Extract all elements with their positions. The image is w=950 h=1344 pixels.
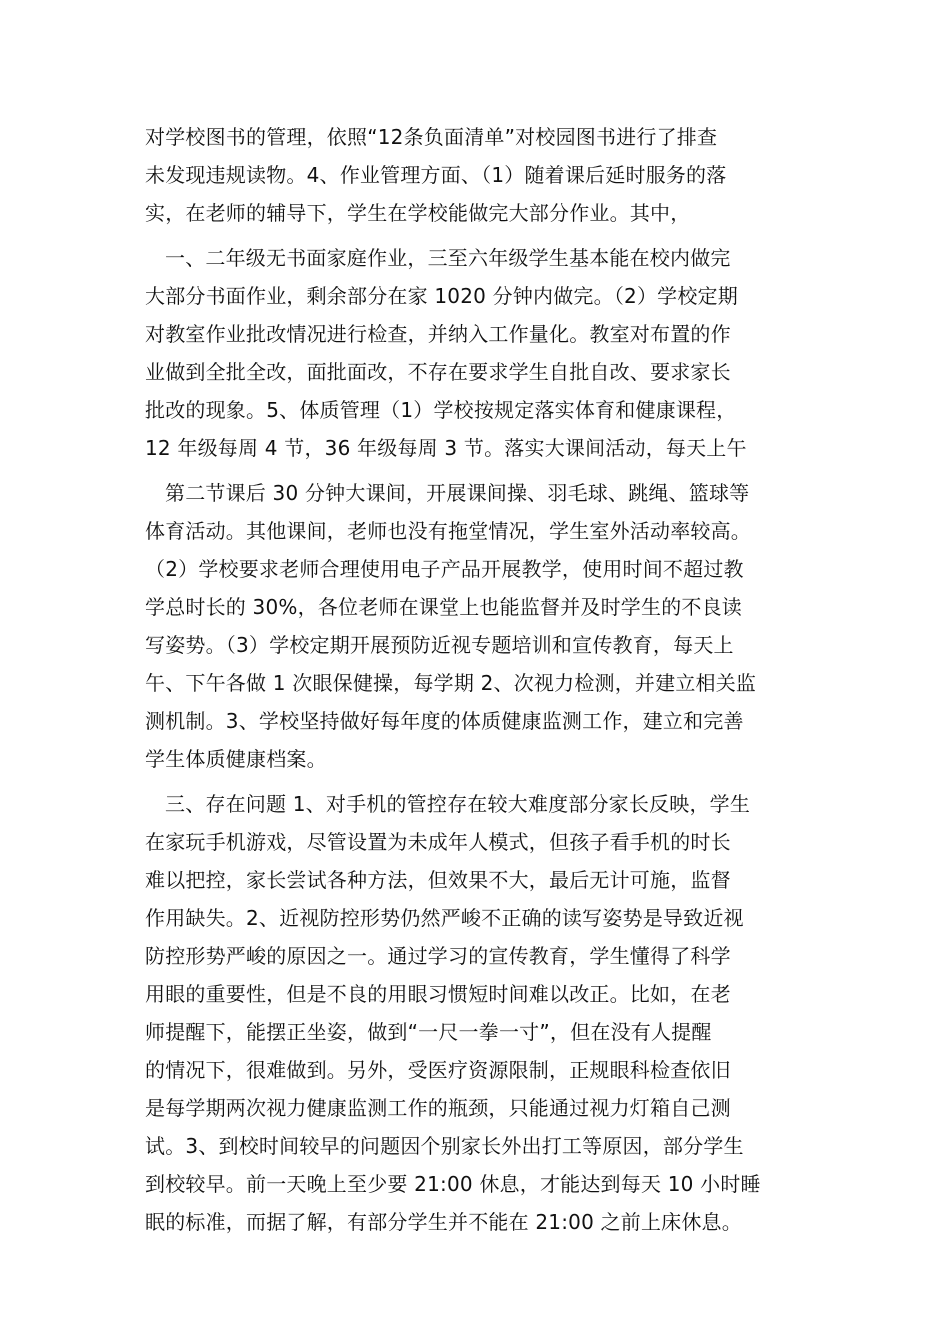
text-line: 学总时长的 30%，各位老师在课堂上也能监督并及时学生的不良读 xyxy=(145,595,743,619)
text-line: 难以把控，家长尝试各种方法，但效果不大，最后无计可施，监督 xyxy=(145,868,731,892)
text-line: 试。3、到校时间较早的问题因个别家长外出打工等原因，部分学生 xyxy=(145,1134,744,1158)
text-line: 眠的标准，而据了解，有部分学生并不能在 21:00 之前上床休息。 xyxy=(145,1210,742,1234)
text-line: 测机制。3、学校坚持做好每年度的体质健康监测工作，建立和完善 xyxy=(145,709,744,733)
text-line: （2）学校要求老师合理使用电子产品开展教学，使用时间不超过教 xyxy=(145,557,744,581)
document-body xyxy=(145,118,825,1241)
text-line: 作用缺失。2、近视防控形势仍然严峻不正确的读写姿势是导致近视 xyxy=(145,906,744,930)
text-line: 学生体质健康档案。 xyxy=(145,747,327,771)
text-line: 第二节课后 30 分钟大课间，开展课间操、羽毛球、跳绳、篮球等 xyxy=(165,481,750,505)
text-line: 对教室作业批改情况进行检查，并纳入工作量化。教室对布置的作 xyxy=(145,322,731,346)
text-line: 防控形势严峻的原因之一。通过学习的宣传教育，学生懂得了科学 xyxy=(145,944,731,968)
text-line: 一、二年级无书面家庭作业，三至六年级学生基本能在校内做完 xyxy=(165,246,731,270)
text-line: 师提醒下，能摆正坐姿，做到“一尺一拳一寸”，但在没有人提醒 xyxy=(145,1020,712,1044)
text-line: 批改的现象。5、体质管理（1）学校按规定落实体育和健康课程， xyxy=(145,398,737,422)
text-line: 是每学期两次视力健康监测工作的瓶颈，只能通过视力灯箱自己测 xyxy=(145,1096,731,1120)
text-line: 体育活动。其他课间，老师也没有拖堂情况，学生室外活动率较高。 xyxy=(145,519,751,543)
text-line: 大部分书面作业，剩余部分在家 1020 分钟内做完。（2）学校定期 xyxy=(145,284,738,308)
text-line: 12 年级每周 4 节，36 年级每周 3 节。落实大课间活动，每天上午 xyxy=(145,436,747,460)
text-line: 未发现违规读物。4、作业管理方面、（1）随着课后延时服务的落 xyxy=(145,163,727,187)
text-line: 三、存在问题 1、对手机的管控存在较大难度部分家长反映，学生 xyxy=(165,792,751,816)
text-line: 实，在老师的辅导下，学生在学校能做完大部分作业。其中， xyxy=(145,201,691,225)
text-line: 到校较早。前一天晚上至少要 21:00 休息，才能达到每天 10 小时睡 xyxy=(145,1172,761,1196)
text-line: 业做到全批全改，面批面改，不存在要求学生自批自改、要求家长 xyxy=(145,360,731,384)
text-line: 用眼的重要性，但是不良的用眼习惯短时间难以改正。比如，在老 xyxy=(145,982,731,1006)
text-line: 写姿势。（3）学校定期开展预防近视专题培训和宣传教育，每天上 xyxy=(145,633,734,657)
text-line: 午、下午各做 1 次眼保健操，每学期 2、次视力检测，并建立相关监 xyxy=(145,671,757,695)
text-line: 对学校图书的管理，依照“12条负面清单”对校园图书进行了排查 xyxy=(145,125,718,149)
text-line: 的情况下，很难做到。另外，受医疗资源限制，正规眼科检查依旧 xyxy=(145,1058,731,1082)
text-line: 在家玩手机游戏，尽管设置为未成年人模式，但孩子看手机的时长 xyxy=(145,830,731,854)
